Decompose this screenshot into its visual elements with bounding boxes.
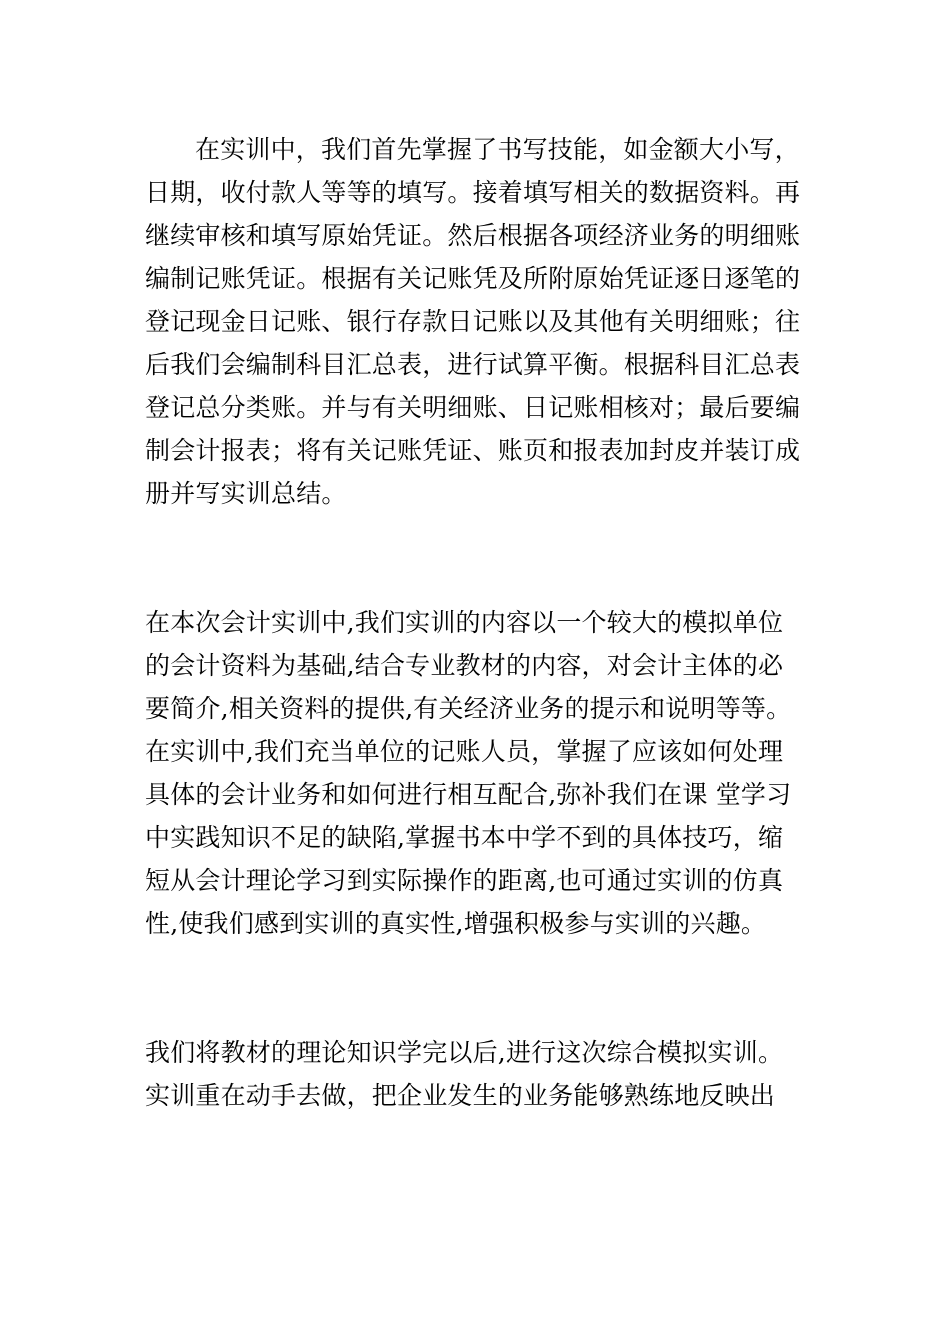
document-body xyxy=(145,128,805,1117)
paragraph-2: 在本次会计实训中,我们实训的内容以一个较大的模拟单位的会计资料为基础,结合专业教材的内容，对会计主体的必要简介,相关资料的提供,有关经济业务的提示和说明等等。在实训中,我们充当单位的记账人员，掌握了应该如何处理具体的会计业务和如何进行相互配合,弥补我们在课 堂学习中实践知识不足的缺陷,掌握书本中学不到的具体技巧，缩短从会计理论学习到实际操作的距离,也可通过实训的仿真性,使我们感到实训的真实性,增强积极参与实训的兴趣。 xyxy=(145,608,792,938)
paragraph-gap xyxy=(145,945,805,1031)
paragraph-1: 在实训中，我们首先掌握了书写技能，如金额大小写，日期，收付款人等等的填写。接着填写相关的数据资料。再继续审核和填写原始凭证。然后根据各项经济业务的明细账编制记账凭证。根据有关记账凭及所附原始凭证逐日逐笔的登记现金日记账、银行存款日记账以及其他有关明细账；往后我们会编制科目汇总表，进行试算平衡。根据科目汇总表登记总分类账。并与有关明细账、日记账相核对；最后要编制会计报表；将有关记账凭证、账页和报表加封皮并装订成册并写实训总结。 xyxy=(145,135,801,508)
paragraph-3: 我们将教材的理论知识学完以后,进行这次综合模拟实训。实训重在动手去做，把企业发生的业务能够熟练地反映出 xyxy=(145,1038,784,1110)
paragraph-gap xyxy=(145,515,805,601)
